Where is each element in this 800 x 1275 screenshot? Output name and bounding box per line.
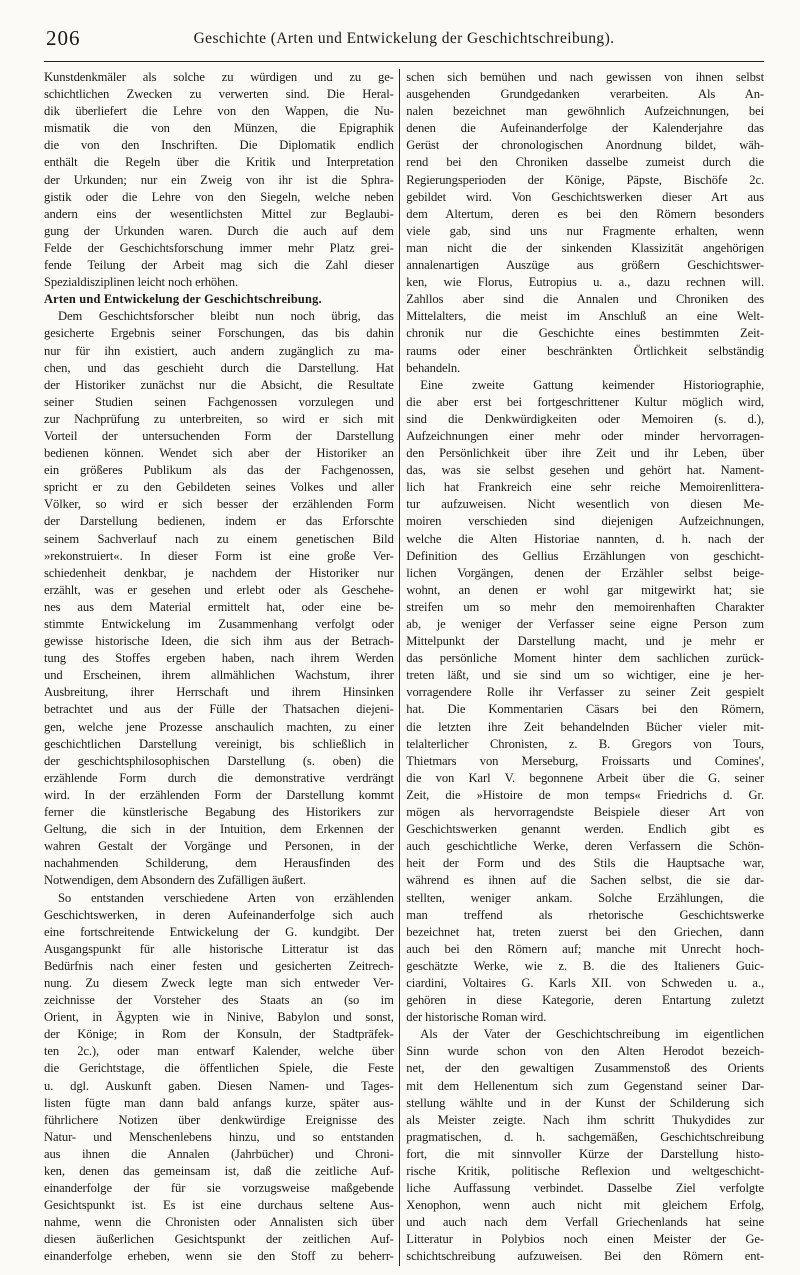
text-line: führlichere Notizen über denkwürdige Ereignisse des	[44, 1112, 394, 1127]
text-line: chronik nur die Geschichte eines bestimmten Zeit-	[406, 326, 764, 341]
text-line: aus ihnen die Annalen (Jahrbücher) und Chroni-	[44, 1146, 394, 1161]
text-line: ken, wie Florus, Eutropius u. a., dazu rechnen will.	[406, 275, 764, 290]
text-line: nes aus dem Material ermittelt hat, oder eine be-	[44, 599, 394, 614]
text-line: ein größeres Publikum als das der Fachgenossen,	[44, 463, 394, 478]
text-line: Geschichtswerken, in deren Aufeinanderfolge sich auch	[44, 907, 394, 922]
text-line: treten läßt, und sie sind um so wichtiger, eine je her-	[406, 668, 764, 683]
text-line: »rekonstruiert«. In dieser Form ist eine große Ver-	[44, 548, 394, 563]
section-heading	[44, 291, 394, 308]
text-line: eine fortschreitende Entwickelung der G. kundgibt. Der	[44, 924, 394, 939]
text-line: Felde der Geschichtsforschung immer mehr Platz grei-	[44, 240, 394, 255]
text-line: schichtschreibung aufzuweisen. Bei den Römern ent-	[406, 1249, 764, 1264]
text-line: mismatik die von den Münzen, die Epigraphik	[44, 121, 394, 136]
text-line: Vorteil der untersuchenden Form der Darstellung	[44, 428, 394, 443]
text-line: nur für ihn existiert, auch andern zugänglich zu ma-	[44, 343, 394, 358]
text-line: gebildet wird. Von Geschichtswerken dieser Art aus	[406, 189, 764, 204]
text-line: hat. Die Kommentarien Cäsars bei den Römern,	[406, 702, 764, 717]
text-line: Ausbreitung, ihrer Herrschaft und ihrem Hinsinken	[44, 685, 394, 700]
text-line: streifen um so mehr den memoirenhaften Charakter	[406, 599, 764, 614]
text-line: Völker, so wird er sich besser der erzählenden Form	[44, 497, 394, 512]
text-line: Xenophon, wenn auch nicht mit gleichem Erfolg,	[406, 1198, 764, 1213]
text-line: Orient, in Ägypten wie in Ninive, Babylon und sonst,	[44, 1010, 394, 1025]
text-line: schen sich bemühen und nach gewissen von ihnen selbst	[406, 70, 764, 84]
text-line: stellung wählte und in der Kunst der Schilderung sich	[406, 1095, 764, 1110]
text-line: Geltung, die sich in der Intuition, dem Erkennen der	[44, 822, 394, 837]
text-line: Geschichtswerken genannt werden. Endlich gibt es	[406, 822, 764, 837]
text-line: gung der Urkunden waren. Durch die auch auf dem	[44, 223, 394, 238]
text-line: die letzten ihre Zeit behandelnden Bücher vieler mit-	[406, 719, 764, 734]
text-line: wahren Gestalt der Vorgänge und Personen, in der	[44, 839, 394, 854]
text-line: ferner die künstlerische Begabung des Historikers zur	[44, 805, 394, 820]
text-line: vorragendere Rolle ihr Verfasser zu seiner Zeit gespielt	[406, 685, 764, 700]
running-title: Geschichte (Arten und Entwickelung der Geschichtschreibung).	[193, 30, 615, 47]
text-line: der Könige; in Rom der Konsuln, der Stadtpräfek-	[44, 1027, 394, 1042]
text-line: Gerüst der chronologischen Anordnung bildet, wäh-	[406, 138, 764, 153]
text-line: die Gerichtstage, die öffentlichen Spiele, die Feste	[44, 1061, 394, 1076]
page-number: 206	[46, 26, 81, 50]
text-line: der Darstellung bedienen, indem er das Erforschte	[44, 514, 394, 529]
text-line: geschichtlichen Darstellung vereinigt, bis schließlich in	[44, 736, 394, 751]
text-line: Bedürfnis nach einer festen und gesicherten Zeitrech-	[44, 958, 394, 973]
text-line: gesicherte Ergebnis seiner Forschungen, das bis dahin	[44, 326, 394, 341]
text-line: während es ihnen auf die Sachen selbst, die sie dar-	[406, 873, 764, 888]
right-column	[406, 69, 764, 1266]
text-line: Zeit, die »Histoire de mon temps« Friedrichs d. Gr.	[406, 787, 764, 802]
text-line: tur aufzuweisen. Nicht wesentlich von diesen Me-	[406, 497, 764, 512]
text-line: geschätzte Werke, wie z. B. die des Italieners Guic-	[406, 958, 764, 973]
text-line: der historische Roman wird.	[406, 1010, 547, 1025]
text-line: mit dem Hellenentum sich zum Gegenstand seiner Dar-	[406, 1078, 764, 1093]
text-line: gistik oder die Lehre von den Siegeln, welche neben	[44, 189, 394, 204]
text-line: Litteratur in Polybios noch einen Meister der Ge-	[406, 1232, 764, 1247]
text-line: der Urkunden; nur ein Zweig von ihr ist die Sphra-	[44, 172, 394, 187]
text-line: dem Altertum, deren es bei den Römern besonders	[406, 206, 764, 221]
text-line: ten 2c.), oder man entwarf Kalender, welche über	[44, 1044, 394, 1059]
text-line: listen fügte man dann bald anfangs kurze, später aus-	[44, 1095, 394, 1110]
page-header	[0, 0, 800, 62]
text-line: chen, und das geschieht durch die Darstellung. Hat	[44, 360, 394, 375]
text-line: Als der Vater der Geschichtschreibung im eigentlichen	[420, 1027, 764, 1042]
text-line: heit der Form und des Stils die Hauptsache war,	[406, 856, 764, 871]
text-line: man treffend als rhetorische Geschichtswerke	[406, 907, 764, 922]
text-line: gehören in diese Kategorie, deren Entartung zuletzt	[406, 993, 764, 1008]
text-line: schichtlichen Zwecken zu verwerten sind. Die Heral-	[44, 87, 394, 102]
text-line: Zahllos aber sind die Annalen und Chroniken des	[406, 292, 764, 307]
text-line: seiner Studien seinen Fachgenossen vorzulegen und	[44, 394, 394, 409]
text-line: Aufzeichnungen einer mehr oder minder hervorragen-	[406, 428, 764, 443]
text-line: raums oder einer beschränkten Örtlichkeit selbständig	[406, 343, 764, 358]
text-line: einanderfolge erheben, wenn sie den Stoff zu beherr-	[44, 1249, 394, 1264]
text-line: ausgehenden Grundgedanken verarbeiten. Als An-	[406, 87, 764, 102]
text-line: auch bei den Römern auf; manche mit Unrecht hoch-	[406, 941, 764, 956]
text-line: Natur- und Menschenlebens hinzu, und so entstanden	[44, 1129, 394, 1144]
text-line: der Historiker zunächst nur die Absicht, die Resultate	[44, 377, 394, 392]
text-line: die aber erst bei fortgeschrittener Kultur möglich wird,	[406, 394, 764, 409]
text-line: gen, welche jene Prozesse anschaulich machten, zu einer	[44, 719, 394, 734]
text-line: stimmte Entwickelung im Zusammenhang verfolgt oder	[44, 617, 394, 631]
text-line: annalenartigen Auszüge aus größern Geschichtswer-	[406, 258, 764, 273]
text-line: tung des Stoffes ergeben haben, nach ihrem Werden	[44, 651, 394, 666]
text-line: bedienen können. Wendet sich aber der Historiker an	[44, 446, 394, 461]
text-line: nachahmenden Schilderung, dem Herausfinden des	[44, 856, 394, 871]
paragraph	[406, 69, 764, 377]
text-line: als Meister zeigte. Nach ihm schritt Thukydides zur	[406, 1112, 764, 1127]
text-line: wohnt, an denen er wohl gar mitgewirkt hat; sie	[406, 582, 764, 597]
text-line: auch geschichtliche Werke, deren Verfassern die Schön-	[406, 839, 764, 854]
text-line: Sinn wurde schon von den Alten Herodot bezeich-	[406, 1044, 764, 1059]
paragraph	[44, 308, 394, 889]
paragraph	[44, 69, 394, 291]
text-line: und Erscheinen, ihrem allmählichen Wachstum, ihrer	[44, 668, 394, 683]
text-line: Gesichtspunkt ist. Es ist eine durchaus seltene Aus-	[44, 1198, 394, 1213]
text-columns	[0, 62, 800, 1266]
text-line: Arten und Entwickelung der Geschichtschreibung.	[44, 292, 322, 307]
text-line: Dem Geschichtsforscher bleibt nun noch übrig, das	[58, 309, 394, 324]
text-line: den Persönlichkeit über ihre Zeit und ihr Leben, über	[406, 446, 764, 461]
text-line: pragmatischen, d. h. sachgemäßen, Geschichtschreibung	[406, 1129, 764, 1144]
text-line: dik überliefert die Lehre von den Wappen, die Nu-	[44, 104, 394, 119]
text-line: welche die Alten Historiae nannten, d. h. nach der	[406, 531, 764, 546]
text-line: bezeichnet hat, treten zuerst bei den Griechen, dann	[406, 924, 764, 939]
paragraph	[406, 1026, 764, 1265]
text-line: andern eins der wesentlichsten Mittel zur Beglaubi-	[44, 206, 394, 221]
text-line: So entstanden verschiedene Arten von erzählenden	[58, 890, 394, 905]
text-line: lichen Vorgängen, denen der Erzähler selbst beige-	[406, 565, 764, 580]
text-line: Notwendigen, dem Absondern des Zufälligen äußert.	[44, 873, 306, 888]
text-line: ciardini, Voltaires G. Karls XII. von Schweden u. a.,	[406, 975, 764, 990]
text-line: spricht er zu den Gebildeten seines Volkes und aller	[44, 480, 394, 495]
text-line: und auch nach dem Verfall Griechenlands hat seine	[406, 1215, 764, 1230]
text-line: lich hat Frankreich eine sehr reiche Memoirenlittera-	[406, 480, 764, 495]
text-line: betrachtet und aus der Fülle der Thatsachen diejeni-	[44, 702, 394, 717]
text-line: moiren verschieden sind diejenigen Aufzeichnungen,	[406, 514, 764, 529]
text-line: nalen bezeichnet man gewöhnlich Aufzeichnungen, bei	[406, 104, 764, 119]
text-line: fort, die mit sinnvoller Kürze der Darstellung histo-	[406, 1146, 764, 1161]
text-line: diesen äußerlichen Gesichtspunkt der zeitlichen Auf-	[44, 1232, 394, 1247]
text-line: viele gab, sind uns nur Fragmente erhalten, wenn	[406, 223, 764, 238]
text-line: Definition des Gellius Erzählungen von geschicht-	[406, 548, 764, 563]
text-line: wird. In der erzählenden Form der Darstellung kommt	[44, 787, 394, 802]
text-line: Thietmars von Merseburg, Froissarts und Comines',	[406, 753, 764, 768]
text-line: Ausgangspunkt für alle historische Litteratur ist das	[44, 941, 394, 956]
text-line: schiedenheit denkbar, je nachdem der Historiker nur	[44, 565, 394, 580]
column-divider-rule	[399, 69, 400, 1266]
text-line: zeichnisse der Vorsteher des Staats an (so im	[44, 993, 394, 1008]
text-line: Spezialdisziplinen leicht noch erhöhen.	[44, 275, 239, 290]
text-line: einanderfolge der für sie vorzugsweise maßgebende	[44, 1181, 394, 1196]
text-line: mögen als hervorragendste Beispiele dieser Art von	[406, 805, 764, 820]
paragraph	[406, 377, 764, 1027]
text-line: der geschichtsphilosophischen Darstellung (s. oben) die	[44, 753, 394, 768]
text-line: Mittelalters, die meist im Anschluß an eine Welt-	[406, 309, 764, 324]
text-line: fende Teilung der Arbeit mag sich die Zahl dieser	[44, 258, 394, 273]
left-column	[44, 69, 394, 1266]
text-line: rische Kritik, politische Reflexion und weltgeschicht-	[406, 1164, 764, 1178]
text-line: Eine zweite Gattung keimender Historiographie,	[420, 377, 764, 392]
text-line: u. dgl. Auskunft gaben. Diesen Namen- und Tages-	[44, 1078, 394, 1093]
text-line: seinem Sachverlauf nach zu einem genetischen Bild	[44, 531, 394, 546]
text-line: das persönliche Moment hinter dem sachlichen zurück-	[406, 651, 764, 666]
text-line: telalterlicher Chronisten, z. B. Gregors von Tours,	[406, 736, 764, 751]
text-line: zur Nachprüfung zu unterbreiten, so wird er sich mit	[44, 411, 394, 426]
text-line: behandeln.	[406, 360, 461, 375]
text-line: nung. Zu diesem Zweck legte man sich entweder Ver-	[44, 975, 394, 990]
text-line: erzählende Form durch die demonstrative verdrängt	[44, 770, 394, 785]
text-line: liche Auffassung verbindet. Dasselbe Ziel verfolgte	[406, 1181, 764, 1196]
text-line: man nicht die der sinkenden Klassizität angehörigen	[406, 240, 764, 255]
text-line: Mittelpunkt der Darstellung macht, und je mehr er	[406, 634, 764, 649]
text-line: nahme, wenn die Chronisten oder Annalisten sich über	[44, 1215, 394, 1230]
text-line: ken, denen das gemeinsam ist, daß die zeitliche Auf-	[44, 1164, 394, 1178]
text-line: net, der den gewaltigen Zusammenstoß des Orients	[406, 1061, 764, 1076]
text-line: denen die Aufeinanderfolge der Kalenderjahre das	[406, 121, 764, 136]
text-line: sind die Denkwürdigkeiten oder Memoiren (s. d.),	[406, 411, 764, 426]
text-line: enthält die Regeln über die Kritik und Interpretation	[44, 155, 394, 170]
text-line: die von den Inschriften. Die Diplomatik endlich	[44, 138, 394, 153]
text-line: Regierungsperioden der Könige, Päpste, Bischöfe 2c.	[406, 172, 764, 187]
text-line: gewisse historische Ideen, die sich ihm aus der Betrach-	[44, 634, 394, 649]
text-line: Kunstdenkmäler als solche zu würdigen und zu ge-	[44, 70, 394, 84]
text-line: das, was sie selbst gesehen und gehört hat. Nament-	[406, 463, 764, 478]
text-line: stellten, weniger ankam. Solche Erzählungen, die	[406, 890, 764, 905]
text-line: erzählt, was er gesehen und erlebt oder als Geschehe-	[44, 582, 394, 597]
text-line: die von Karl V. begonnene Arbeit über die G. seiner	[406, 770, 764, 785]
paragraph	[44, 890, 394, 1266]
text-line: rend bei den Chroniken dasselbe zumeist durch die	[406, 155, 764, 170]
text-line: ab, je weniger der Verfasser seine eigne Person zum	[406, 617, 764, 631]
header-rule	[44, 61, 764, 62]
